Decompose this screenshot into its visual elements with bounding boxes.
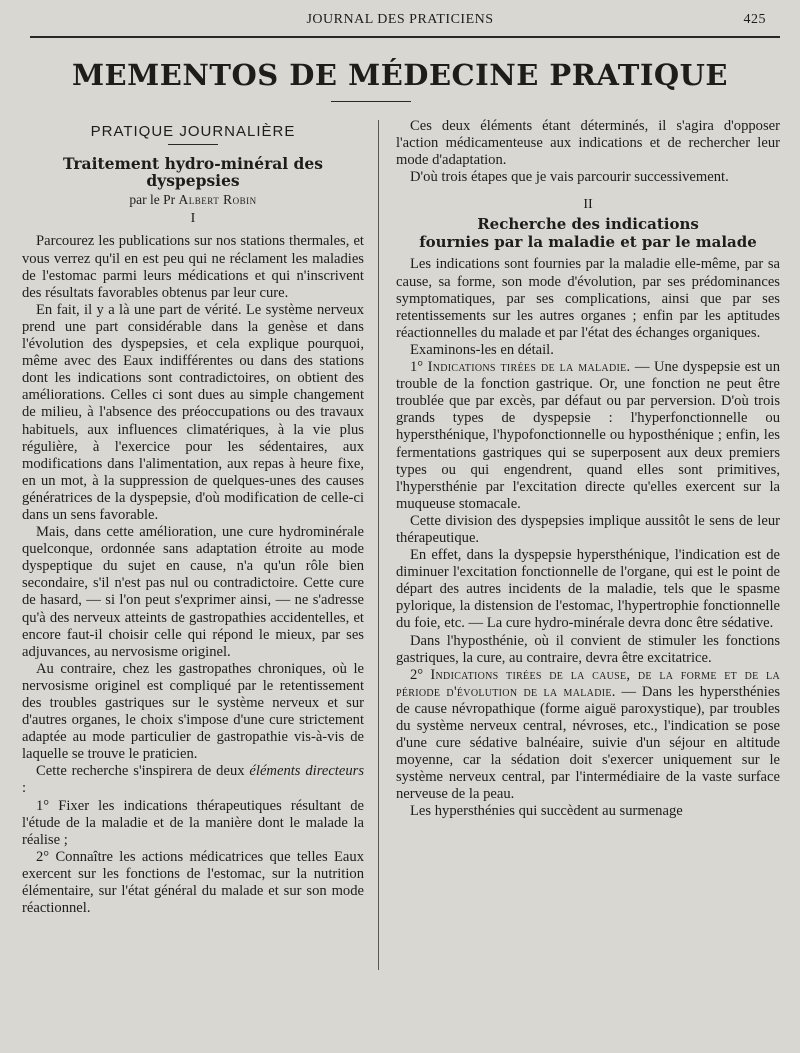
byline-author: Albert Robin [178,192,257,208]
paragraph-text: — Une dyspepsie est un trouble de la fonction gastrique. Or, une fonction ne peut être troublée que par excès, par défaut ou par perversion. D'où trois grands types de dyspepsie : l'hyperfonctionnelle ou hypersthénique, l'hypofonctionnelle ou hyposthénique ; enfin, les fermentations gastriques qui se superposent aux deux premiers types ou qui engendrent, quand elles sont primitives, l'hypersthénie par l'excitation directe qu'elles exercent sur la muqueuse stomacale. [396,359,780,512]
paragraph [396,667,780,804]
subsection-title-line: Recherche des indications [477,215,699,234]
header-rule [30,36,780,38]
italic-text: éléments directeurs [249,763,364,780]
paragraph: Les indications sont fournies par la maladie elle-même, par sa cause, sa forme, son mode d'évolution, par ses prédominances symptomatiques, par ses complications, ainsi que par ses retentissements sur les autres organes ; enfin par les aptitudes réactionnelles du malade et par l'état des échanges organiques. [396,256,780,341]
paragraph [22,763,364,797]
paragraph: En fait, il y a là une part de vérité. Le système nerveux prend une part considérable dans la genèse et dans l'évolution des dyspepsies, et cela explique pourquoi, même avec des Eaux indifférentes ou dans des stations dont les indications sont contradictoires, on obtient des améliorations. Celles ci sont dues au simple changement de milieu, à l'absence des préoccupations ou des travaux habituels, aux influences climatériques, à la vie plus régulière, à l'exercice pour les sédentaires, aux modifications dans l'alimentation, aux repas à heure fixe, en un mot, à la suppression de quelques-unes des causes génératrices de la dyspepsie, d'où modification de celle-ci dans un sens favorable. [22,301,364,523]
smallcaps-heading: Indications tirées de la cause, de la forme et de la période d'évolution de la maladie. [396,666,780,700]
paragraph: 2° Connaître les actions médicatrices que telles Eaux exercent sur les fonctions de l'estomac, sur la nutrition élémentaire, sur l'état général du malade et sur son mode réactionnel. [22,848,364,917]
smallcaps-heading: Indications tirées de la maladie. [427,359,631,376]
section-heading: PRATIQUE JOURNALIÈRE [90,123,296,140]
paragraph: Parcourez les publications sur nos stations thermales, et vous verrez qu'il en est peu qui ne réclament les maladies de l'estomac parmi leurs médications et qui n'inscrivent des résultats favorables obtenus par leur cure. [22,233,364,301]
paragraph-text: 1° [410,359,428,376]
left-column [22,118,364,917]
article-title: Traitement hydro-minéral des dyspepsies [62,154,323,191]
paragraph: Au contraire, chez les gastropathes chroniques, où le nervosisme originel est compliqué par le retentissement des troubles gastriques sur le système nerveux et sur d'autres organes, le choix s'impose d'une cure strictement adaptée au mode particulier de gastropathie vis-à-vis de laquelle se trouve le praticien. [22,660,364,763]
section-number: II [583,197,593,213]
running-head [30,10,770,32]
paragraph [396,359,780,513]
running-title: JOURNAL DES PRATICIENS [306,12,494,27]
right-column [396,118,780,821]
paragraph: Dans l'hyposthénie, où il convient de stimuler les fonctions gastriques, la cure, au contraire, devra être excitatrice. [396,632,780,666]
section-rule [168,144,218,145]
title-rule [331,101,411,102]
column-divider [378,120,379,970]
paragraph-text: 2° [410,666,431,683]
subsection-title [396,215,780,251]
byline-prefix: par le Pr [129,192,176,208]
paragraph: Mais, dans cette amélioration, une cure hydrominérale quelconque, ordonnée sans adaptation étroite au mode dyspeptique du sujet en cause, n'a qu'un rôle bien secondaire, s'il n'est pas nul ou contradictoire. Cette cure de hasard, — si l'on peut s'exprimer ainsi, — ne s'adresse qu'à des nerveux atteints de gastropathies accidentelles, et encore faut-il choisir celle qui répond le mieux, par ses adjuvances, au nervosisme originel. [22,524,364,660]
paragraph: Ces deux éléments étant déterminés, il s'agira d'opposer l'action médicamenteuse aux indications et de rechercher leur mode d'adaptation. [396,118,780,169]
paragraph: Examinons-les en détail. [410,341,554,358]
subsection-title-line: fournies par la maladie et par le malade [419,233,757,252]
main-title: MEMENTOS DE MÉDECINE PRATIQUE [71,58,729,92]
paragraph-text: Cette recherche s'inspirera de deux [36,763,250,780]
paragraph: Les hypersthénies qui succèdent au surmenage [410,803,683,820]
paragraph: D'où trois étapes que je vais parcourir successivement. [410,169,729,186]
page-number: 425 [743,12,766,27]
byline [22,191,364,208]
paragraph: 1° Fixer les indications thérapeutiques résultant de l'étude de la maladie et de la manière dont le malade la réalise ; [22,797,364,848]
paragraph: En effet, dans la dyspepsie hypersthénique, l'indication est de diminuer l'excitation fonctionnelle de l'organe, qui est le point de départ des autres incidents de la maladie, tels que le spasme pylorique, la distension de l'estomac, l'hypertrophie fonctionnelle du foie, etc. — La cure hydro-minérale devra donc être sédative. [396,547,780,632]
paragraph-text: : [22,780,27,797]
paragraph: Cette division des dyspepsies implique aussitôt le sens de leur thérapeutique. [396,512,780,546]
paragraph-text: — Dans les hypersthénies de cause névropathique (forme aiguë paroxystique), par troubles du système nerveux central, névroses, etc., l'indication se pose d'une cure sédative balnéaire, suivie d'un séjour en altitude moyenne, car la sédation doit s'exercer uniquement sur le système nerveux central, par l'intermédiaire de la vaste surface nerveuse de la peau. [396,683,780,803]
section-number: I [190,211,196,227]
